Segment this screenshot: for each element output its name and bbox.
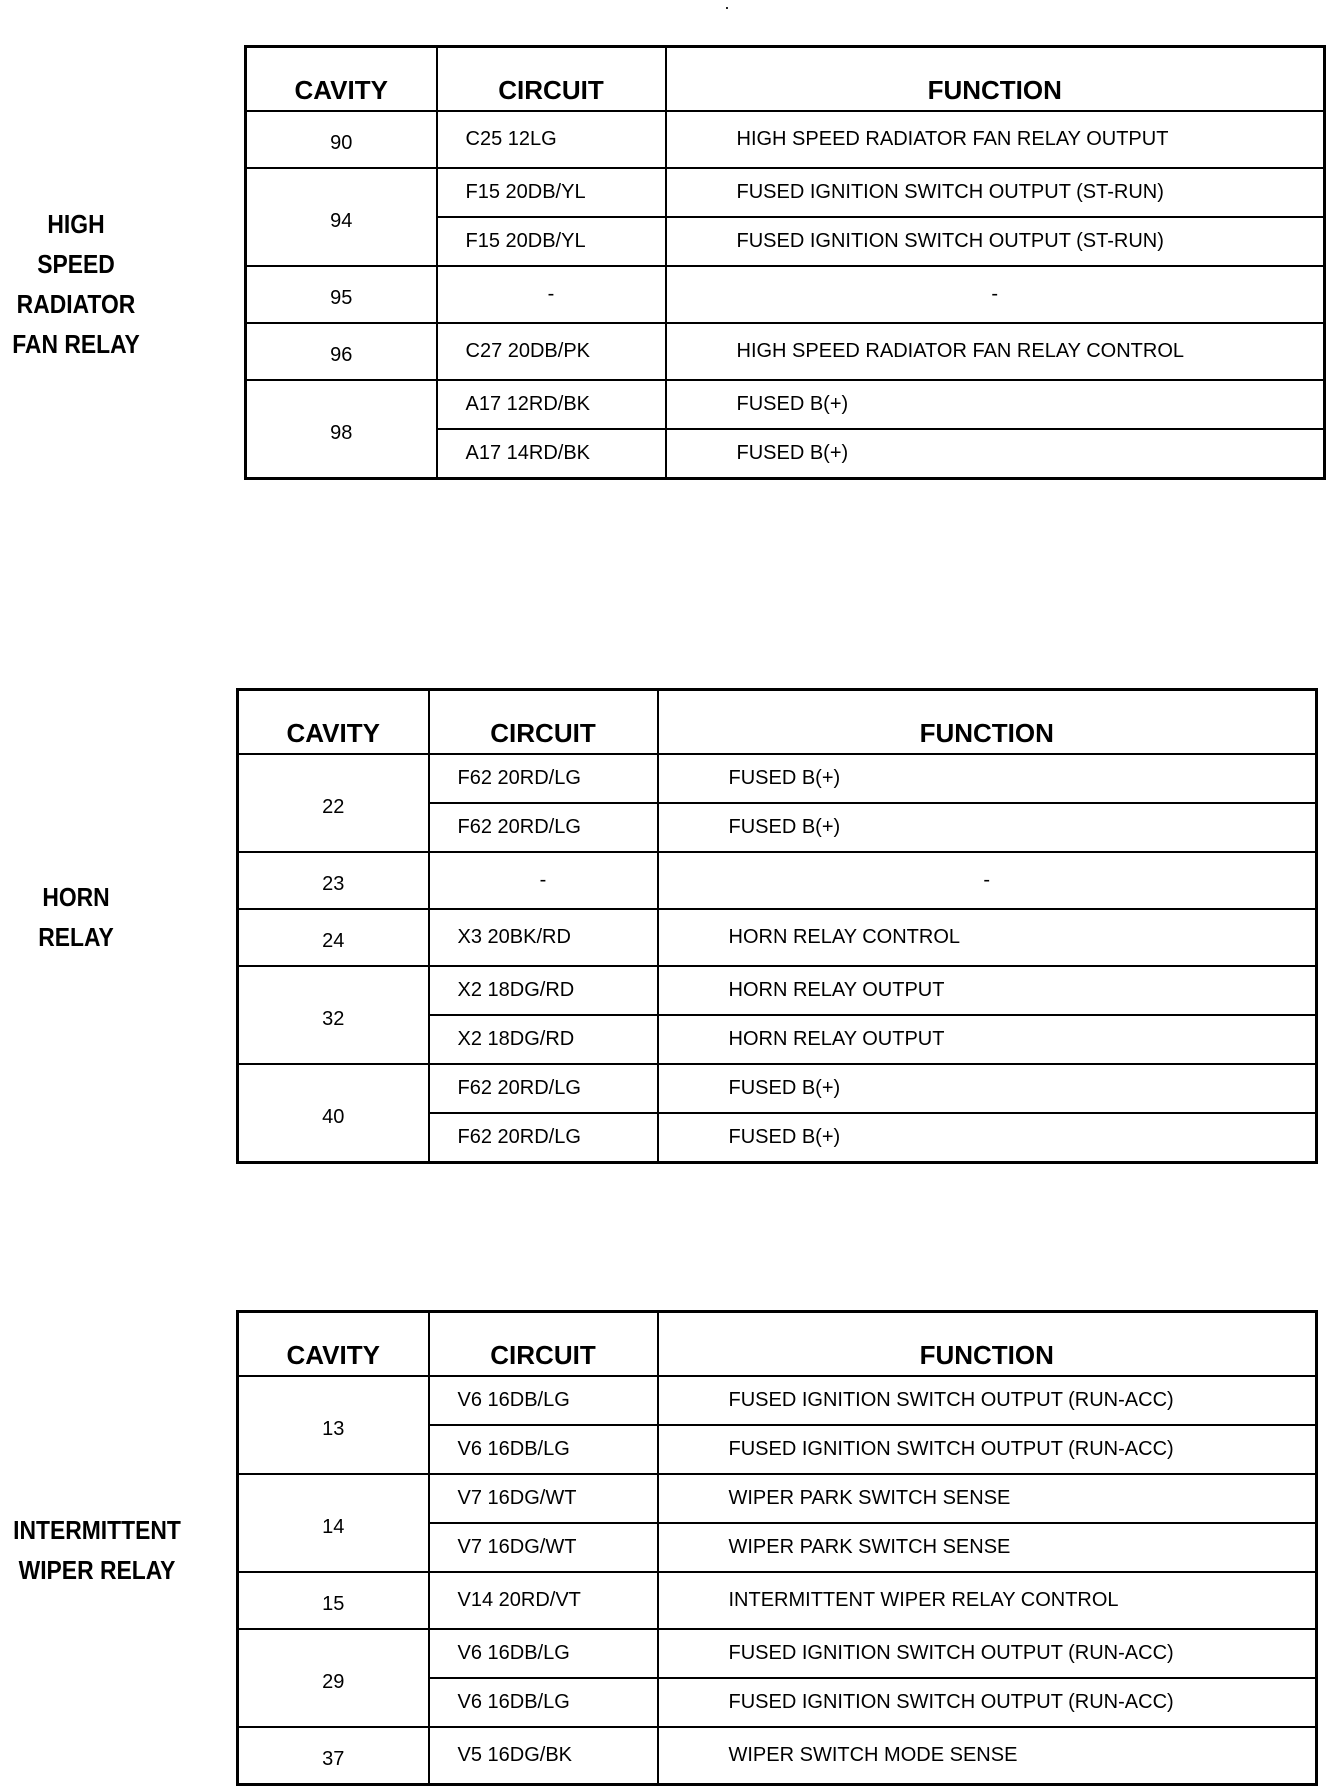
- circuit-cell: X2 18DG/RD: [429, 1015, 658, 1064]
- circuit-cell: V6 16DB/LG: [429, 1376, 658, 1425]
- cavity-header: CAVITY: [238, 1312, 429, 1377]
- cavity-cell: 13: [238, 1376, 429, 1474]
- label-line: FAN RELAY: [12, 329, 140, 359]
- cavity-cell: 32: [238, 966, 429, 1064]
- label-line: INTERMITTENT: [13, 1515, 181, 1545]
- function-cell: FUSED IGNITION SWITCH OUTPUT (ST-RUN): [666, 168, 1325, 217]
- function-cell: HIGH SPEED RADIATOR FAN RELAY CONTROL: [666, 323, 1325, 380]
- horn-relay-table: [236, 688, 1318, 1164]
- circuit-cell: A17 12RD/BK: [437, 380, 666, 429]
- function-cell: WIPER PARK SWITCH SENSE: [658, 1523, 1317, 1572]
- function-cell: WIPER PARK SWITCH SENSE: [658, 1474, 1317, 1523]
- circuit-cell: -: [429, 852, 658, 909]
- circuit-cell: V14 20RD/VT: [429, 1572, 658, 1629]
- cavity-cell: 98: [246, 380, 437, 479]
- function-cell: INTERMITTENT WIPER RELAY CONTROL: [658, 1572, 1317, 1629]
- circuit-cell: V5 16DG/BK: [429, 1727, 658, 1785]
- cavity-cell: 94: [246, 168, 437, 266]
- fan-relay-table: [244, 45, 1326, 480]
- cavity-header: CAVITY: [238, 690, 429, 755]
- circuit-cell: X2 18DG/RD: [429, 966, 658, 1015]
- cavity-cell: 96: [246, 323, 437, 380]
- cavity-cell: 24: [238, 909, 429, 966]
- table-row: [246, 380, 1325, 429]
- cavity-cell: 95: [246, 266, 437, 323]
- cavity-cell: 15: [238, 1572, 429, 1629]
- table-row: [238, 754, 1317, 803]
- function-cell: FUSED B(+): [666, 429, 1325, 479]
- circuit-cell: -: [437, 266, 666, 323]
- function-header: FUNCTION: [658, 690, 1317, 755]
- function-cell: FUSED IGNITION SWITCH OUTPUT (RUN-ACC): [658, 1629, 1317, 1678]
- circuit-cell: A17 14RD/BK: [437, 429, 666, 479]
- circuit-cell: C25 12LG: [437, 111, 666, 168]
- table-row: [246, 323, 1325, 380]
- circuit-header: CIRCUIT: [429, 1312, 658, 1377]
- circuit-cell: X3 20BK/RD: [429, 909, 658, 966]
- function-header: FUNCTION: [658, 1312, 1317, 1377]
- table-row: [238, 1376, 1317, 1425]
- cavity-cell: 22: [238, 754, 429, 852]
- table-row: [238, 909, 1317, 966]
- function-cell: -: [666, 266, 1325, 323]
- function-cell: FUSED B(+): [658, 803, 1317, 852]
- table-row: [238, 1064, 1317, 1113]
- function-cell: HORN RELAY CONTROL: [658, 909, 1317, 966]
- table-row: [238, 1474, 1317, 1523]
- wiper-relay-table: [236, 1310, 1318, 1786]
- circuit-cell: F62 20RD/LG: [429, 1064, 658, 1113]
- section-label-wiper-relay: [12, 1510, 183, 1590]
- label-line: HIGH SPEED: [37, 209, 115, 279]
- cavity-cell: 40: [238, 1064, 429, 1163]
- label-line: RELAY: [38, 922, 114, 952]
- function-cell: -: [658, 852, 1317, 909]
- section-label-horn-relay: [9, 877, 143, 957]
- section-label-fan-relay: [9, 204, 143, 364]
- cavity-cell: 23: [238, 852, 429, 909]
- function-cell: FUSED IGNITION SWITCH OUTPUT (RUN-ACC): [658, 1376, 1317, 1425]
- function-cell: HIGH SPEED RADIATOR FAN RELAY OUTPUT: [666, 111, 1325, 168]
- circuit-cell: F62 20RD/LG: [429, 1113, 658, 1163]
- header-row: [238, 690, 1317, 755]
- function-cell: HORN RELAY OUTPUT: [658, 1015, 1317, 1064]
- circuit-cell: C27 20DB/PK: [437, 323, 666, 380]
- top-mark: ·: [724, 0, 730, 17]
- function-cell: FUSED IGNITION SWITCH OUTPUT (RUN-ACC): [658, 1425, 1317, 1474]
- circuit-cell: V6 16DB/LG: [429, 1425, 658, 1474]
- circuit-cell: V6 16DB/LG: [429, 1629, 658, 1678]
- function-cell: HORN RELAY OUTPUT: [658, 966, 1317, 1015]
- circuit-cell: F62 20RD/LG: [429, 803, 658, 852]
- table-row: [238, 1629, 1317, 1678]
- table-row: [238, 852, 1317, 909]
- function-cell: FUSED B(+): [666, 380, 1325, 429]
- cavity-header: CAVITY: [246, 47, 437, 112]
- function-cell: FUSED IGNITION SWITCH OUTPUT (RUN-ACC): [658, 1678, 1317, 1727]
- function-cell: FUSED B(+): [658, 1064, 1317, 1113]
- function-cell: FUSED IGNITION SWITCH OUTPUT (ST-RUN): [666, 217, 1325, 266]
- circuit-header: CIRCUIT: [429, 690, 658, 755]
- function-cell: WIPER SWITCH MODE SENSE: [658, 1727, 1317, 1785]
- function-cell: FUSED B(+): [658, 754, 1317, 803]
- label-line: WIPER RELAY: [18, 1555, 176, 1585]
- header-row: [246, 47, 1325, 112]
- cavity-cell: 37: [238, 1727, 429, 1785]
- label-line: HORN: [42, 882, 110, 912]
- circuit-cell: F62 20RD/LG: [429, 754, 658, 803]
- table-row: [246, 111, 1325, 168]
- function-header: FUNCTION: [666, 47, 1325, 112]
- circuit-header: CIRCUIT: [437, 47, 666, 112]
- table-row: [238, 966, 1317, 1015]
- table-row: [246, 266, 1325, 323]
- label-line: RADIATOR: [16, 289, 136, 319]
- cavity-cell: 29: [238, 1629, 429, 1727]
- cavity-cell: 90: [246, 111, 437, 168]
- circuit-cell: F15 20DB/YL: [437, 217, 666, 266]
- circuit-cell: V7 16DG/WT: [429, 1523, 658, 1572]
- header-row: [238, 1312, 1317, 1377]
- function-cell: FUSED B(+): [658, 1113, 1317, 1163]
- circuit-cell: V6 16DB/LG: [429, 1678, 658, 1727]
- table-row: [246, 168, 1325, 217]
- circuit-cell: V7 16DG/WT: [429, 1474, 658, 1523]
- circuit-cell: F15 20DB/YL: [437, 168, 666, 217]
- cavity-cell: 14: [238, 1474, 429, 1572]
- table-row: [238, 1572, 1317, 1629]
